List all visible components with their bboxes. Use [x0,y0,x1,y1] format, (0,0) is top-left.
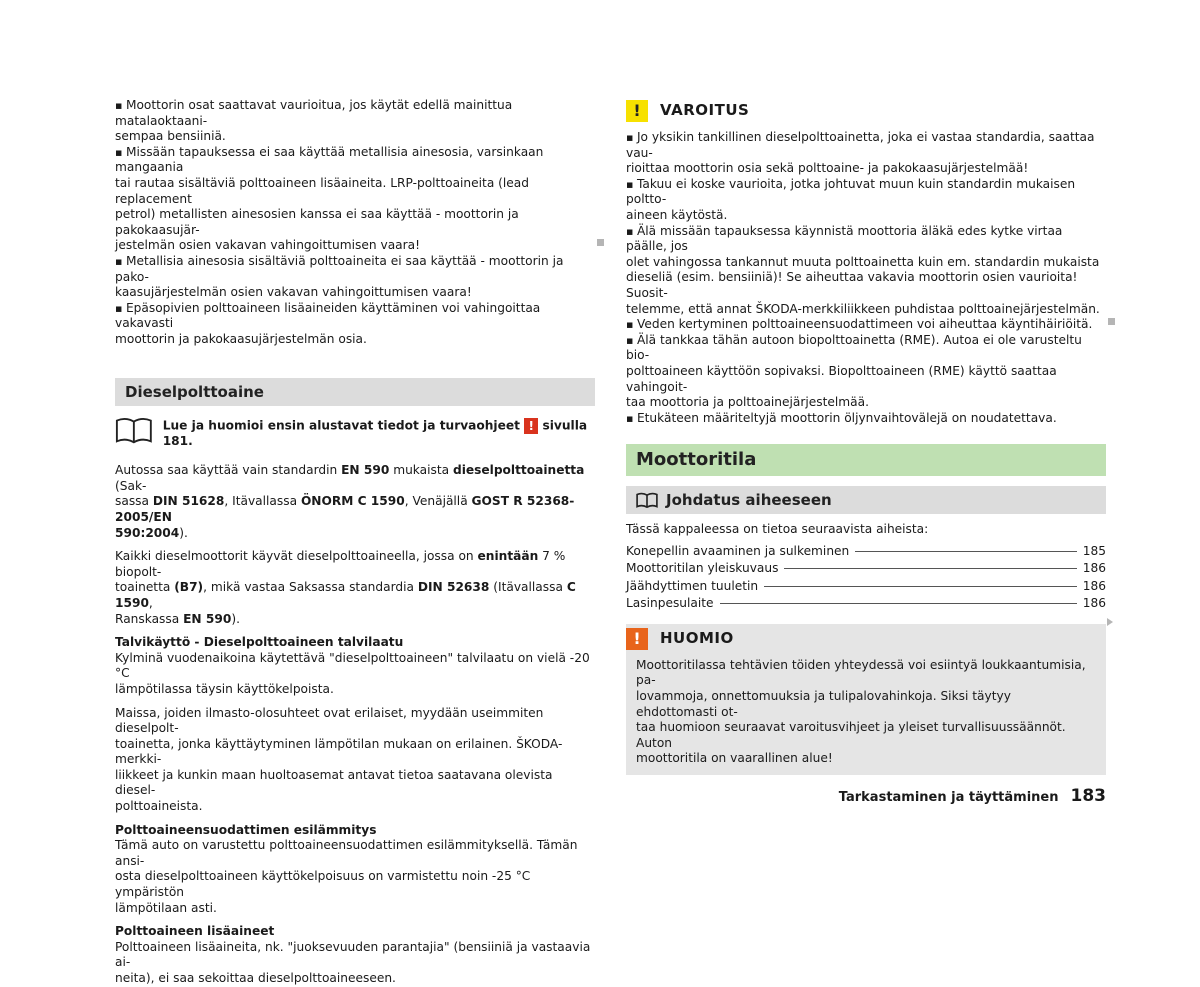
text-line: Kylminä vuodenaikoina käytettävä "dieselpolttoaineen" talvilaatu on vielä -20 °C [115,650,590,681]
intro-bullet-list [115,98,595,348]
warning-line: telemme, että annat ŠKODA-merkkiliikkeen puhdistaa polttoainejärjestelmän. [626,301,1100,316]
caution-line: taa huomioon seuraavat varoitusvihjeet ja yleiset turvallisuussäännöt. Auton [636,720,1066,750]
text-line: tai rautaa sisältäviä polttoaineen lisäaineita. LRP-polttoaineita (lead replacement [115,175,529,206]
right-column [626,98,1106,775]
notice-text: Lue ja huomioi ensin alustavat tiedot ja turvaohjeet [162,418,520,432]
warning-line: dieseliä (esim. bensiiniä)! Se aiheuttaa vakavia moottorin osien vaurioita! Suosit- [626,270,1078,300]
text-line: jestelmän osien vakavan vahingoittumisen vaara! [115,238,420,253]
warning-line: ▪ Jo yksikin tankillinen dieselpolttoainetta, joka ei vastaa standardia, saattaa vau- [626,130,1106,161]
text-line: lämpötilaan asti. [115,900,217,915]
text-line: sassa DIN 51628, Itävallassa ÖNORM C 1590, Venäjällä GOST R 52368-2005/EN [115,494,575,524]
paragraph-additives [115,940,595,987]
caution-line: Moottoritilassa tehtävien töiden yhteydessä voi esiintyä loukkaantumisia, pa- [636,657,1086,688]
warning-line: polttoaineen käyttöön sopivaksi. Biopolttoaineen (RME) käyttö saattaa vahingoit- [626,363,1057,394]
paragraph-winter [115,651,595,698]
text-line: polttoaineista. [115,799,203,814]
intro-bar [626,486,1106,514]
warning-line: ▪ Takuu ei koske vaurioita, jotka johtuvat muun kuin standardin mukaisen poltto- [626,177,1106,208]
text-line: moottorin ja pakokaasujärjestelmän osia. [115,331,367,346]
notice-page-ref[interactable]: sivulla 181. [162,418,588,448]
warning-header [626,98,1106,124]
topic-list [626,544,1106,614]
topic-page: 185 [1082,543,1106,558]
text-line: ▪ Metallisia ainesosia sisältäviä polttoaineita ei saa käyttää - moottorin ja pako- [115,254,595,285]
topic-label: Lasinpesulaite [626,596,714,611]
caution-header [626,624,1106,652]
text-line: 590:2004). [115,525,188,540]
topic-page: 186 [1082,561,1106,576]
topic-page: 186 [1082,578,1106,593]
page-footer [839,786,1106,806]
text-line: Tämä auto on varustettu polttoaineensuodattimen esilämmityksellä. Tämän ansi- [115,838,578,868]
topic-label: Jäähdyttimen tuuletin [626,578,759,593]
section-end-marker [597,239,604,246]
book-icon [636,492,658,508]
safety-notice [115,416,595,450]
topic-label: Konepellin avaaminen ja sulkeminen [626,543,850,558]
text-line: Kaikki dieselmoottorit käyvät dieselpolttoaineella, jossa on enintään 7 % biopolt- [115,549,566,579]
topic-label: Moottoritilan yleiskuvaus [626,561,779,576]
warning-line: ▪ Veden kertyminen polttoaineensuodattimeen voi aiheuttaa käyntihäiriöitä. [626,317,1106,333]
leader-line [720,603,1077,604]
caution-text [626,652,1106,775]
heading-filter-preheat: Polttoaineensuodattimen esilämmitys [115,822,377,837]
warning-line: aineen käytöstä. [626,207,728,222]
caution-icon: ! [626,628,648,650]
warning-line: olet vahingossa tankannut muuta polttoainetta kuin em. standardin mukaista [626,254,1100,269]
text-line: liikkeet ja kunkin maan huoltoasemat antavat tietoa saatavana olevista diesel- [115,767,553,798]
caution-line: lovammoja, onnettomuuksia ja tulipalovahinkoja. Siksi täytyy ehdottomasti ot- [636,689,1011,719]
paragraph-biodiesel [115,549,595,627]
chapter-title: Tarkastaminen ja täyttäminen [838,790,1059,805]
warning-line: ▪ Etukäteen määriteltyjä moottorin öljynvaihtovälejä on noudatettava. [626,411,1106,427]
warning-triangle-icon: ! [626,100,648,122]
paragraph-standard [115,463,595,541]
section-title-moottoritila: Moottoritila [626,444,1106,476]
heading-winter-use: Talvikäyttö - Dieselpolttoaineen talvilaatu [115,635,404,650]
caution-title: HUOMIO [660,629,734,648]
caution-box [626,624,1106,775]
section-end-marker [1108,318,1115,325]
paragraph-countries [115,706,595,815]
leader-line [784,568,1076,569]
continue-arrow-icon [1107,618,1113,626]
page-number: 183 [1070,786,1106,806]
text-line: ▪ Missään tapauksessa ei saa käyttää metallisia ainesosia, varsinkaan mangaania [115,145,595,176]
caution-line: moottoritila on vaarallinen alue! [636,751,833,766]
text-line: kaasujärjestelmän osien vakavan vahingoittumisen vaara! [115,285,472,300]
intro-text: Tässä kappaleessa on tietoa seuraavista aiheista: [626,522,929,537]
leader-line [855,551,1076,552]
section-title-dieselpolttoaine: Dieselpolttoaine [115,378,595,406]
leader-line [764,586,1077,587]
text-line: ▪ Moottorin osat saattavat vaurioitua, jos käytät edellä mainittua matalaoktaani- [115,98,595,129]
topic-link[interactable] [626,544,1106,562]
topic-link[interactable] [626,596,1106,614]
text-line: ▪ Epäsopivien polttoaineen lisäaineiden käyttäminen voi vahingoittaa vakavasti [115,301,595,332]
text-line: Autossa saa käyttää vain standardin EN 590 mukaista dieselpolttoainetta (Sak- [115,463,585,493]
left-column [115,98,595,987]
warning-icon: ! [524,418,538,434]
warning-line: ▪ Älä tankkaa tähän autoon biopolttoainetta (RME). Autoa ei ole varusteltu bio- [626,333,1106,364]
topic-link[interactable] [626,579,1106,597]
topic-page: 186 [1082,596,1106,611]
text-line: lämpötilassa täysin käyttökelpoista. [115,681,334,696]
warning-line: rioittaa moottorin osia sekä polttoaine- ja pakokaasujärjestelmää! [626,161,1029,176]
book-icon [115,416,153,444]
text-line: osta dieselpolttoaineen käyttökelpoisuus on varmistettu noin -25 °C ympäristön [115,869,531,900]
warning-list [626,130,1106,426]
paragraph-filter [115,838,595,916]
text-line: Ranskassa EN 590). [115,611,240,626]
intro-title: Johdatus aiheeseen [666,491,832,510]
text-line: sempaa bensiiniä. [115,129,226,144]
topic-link[interactable] [626,561,1106,579]
warning-line: ▪ Älä missään tapauksessa käynnistä moottoria äläkä edes kytke virtaa päälle, jos [626,224,1106,255]
text-line: petrol) metallisten ainesosien kanssa ei saa käyttää - moottorin ja pakokaasujär- [115,207,519,237]
text-line: Maissa, joiden ilmasto-olosuhteet ovat erilaiset, myydään useimmiten dieselpolt- [115,705,544,736]
warning-line: taa moottoria ja polttoainejärjestelmää. [626,395,869,410]
text-line: neita), ei saa sekoittaa dieselpolttoaineeseen. [115,971,396,985]
text-line: toainetta, jonka käyttäytyminen lämpötilan mukaan on erilainen. ŠKODA-merkki- [115,736,563,767]
heading-additives: Polttoaineen lisäaineet [115,924,275,939]
text-line: Polttoaineen lisäaineita, nk. "juoksevuuden parantajia" (bensiiniä ja vastaavia ai- [115,939,591,970]
warning-title: VAROITUS [660,101,750,120]
text-line: toainetta (B7), mikä vastaa Saksassa standardia DIN 52638 (Itävallassa C 1590, [115,580,576,610]
